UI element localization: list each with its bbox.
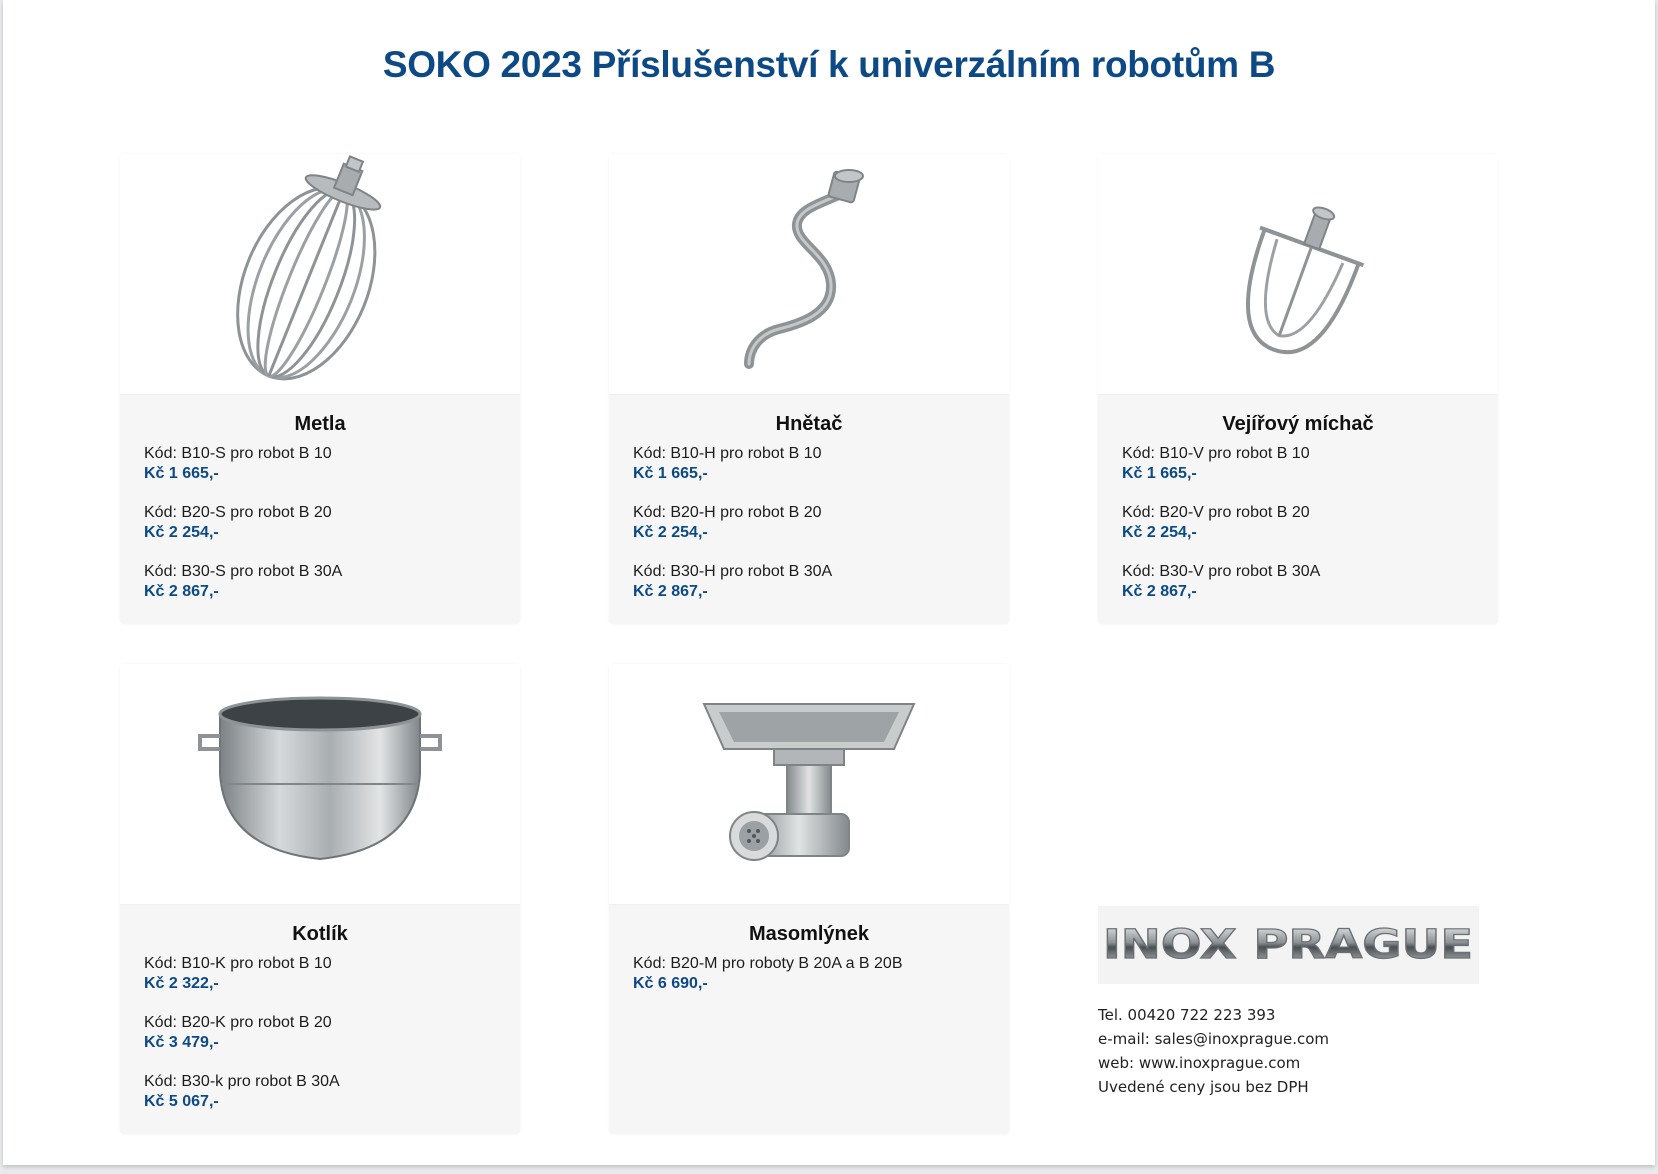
variant-price: Kč 2 254,- xyxy=(633,524,708,541)
product-name: Hnětač xyxy=(775,413,843,435)
product-card-masomlynek xyxy=(609,664,1009,1134)
contact-email[interactable]: e-mail: sales@inoxprague.com xyxy=(1098,1030,1330,1048)
product-image-box xyxy=(609,664,1009,905)
variant-item xyxy=(633,503,985,543)
variant-price: Kč 1 665,- xyxy=(144,465,219,482)
variant-code: Kód: B30-H pro robot B 30A xyxy=(633,563,833,580)
variant-price: Kč 2 322,- xyxy=(144,975,219,992)
variant-price: Kč 6 690,- xyxy=(633,975,708,992)
variant-price: Kč 2 867,- xyxy=(144,583,219,600)
inox-prague-logo-image xyxy=(1098,906,1479,984)
variant-code: Kód: B20-V pro robot B 20 xyxy=(1122,504,1310,521)
variant-item xyxy=(633,444,985,484)
flat-beater-image xyxy=(1098,154,1498,394)
variant-code: Kód: B10-V pro robot B 10 xyxy=(1122,445,1310,462)
product-image-box xyxy=(120,154,520,395)
variant-item xyxy=(144,444,496,484)
variant-code: Kód: B10-S pro robot B 10 xyxy=(144,445,332,462)
dough-hook-image xyxy=(609,154,1009,394)
variant-code: Kód: B20-K pro robot B 20 xyxy=(144,1014,332,1031)
variant-price: Kč 5 067,- xyxy=(144,1093,219,1110)
bowl-image xyxy=(120,664,520,904)
product-name: Kotlík xyxy=(292,923,348,945)
variant-code: Kód: B20-S pro robot B 20 xyxy=(144,504,332,521)
variant-price: Kč 1 665,- xyxy=(1122,465,1197,482)
variant-item xyxy=(144,1013,496,1053)
variant-price: Kč 1 665,- xyxy=(633,465,708,482)
contact-info xyxy=(1098,1003,1329,1099)
variant-code: Kód: B30-k pro robot B 30A xyxy=(144,1073,340,1090)
product-name: Masomlýnek xyxy=(748,923,870,945)
variant-item xyxy=(144,1072,496,1112)
brand-logo xyxy=(1098,906,1479,984)
variant-price: Kč 2 867,- xyxy=(633,583,708,600)
page-sheet xyxy=(3,0,1655,1165)
variant-item xyxy=(1122,503,1474,543)
variant-price: Kč 2 867,- xyxy=(1122,583,1197,600)
variant-code: Kód: B20-M pro roboty B 20A a B 20B xyxy=(633,955,903,972)
variant-item xyxy=(144,562,496,602)
variant-price: Kč 2 254,- xyxy=(1122,524,1197,541)
variant-item xyxy=(144,503,496,543)
product-card-vejirovy-michac xyxy=(1098,154,1498,624)
variant-price: Kč 3 479,- xyxy=(144,1034,219,1051)
variant-item xyxy=(144,954,496,994)
variant-item xyxy=(1122,444,1474,484)
variant-code: Kód: B30-V pro robot B 30A xyxy=(1122,563,1321,580)
product-name: Metla xyxy=(294,413,346,435)
variant-item xyxy=(633,954,985,994)
whisk-image xyxy=(120,154,520,394)
logo-text: INOX PRAGUE xyxy=(1103,922,1473,968)
page-title: SOKO 2023 Příslušenství k univerzálním robotům B xyxy=(382,44,1276,85)
product-image-box xyxy=(1098,154,1498,395)
variant-item xyxy=(633,562,985,602)
variant-code: Kód: B10-K pro robot B 10 xyxy=(144,955,332,972)
variant-code: Kód: B10-H pro robot B 10 xyxy=(633,445,822,462)
contact-web[interactable]: web: www.inoxprague.com xyxy=(1098,1054,1301,1072)
variant-code: Kód: B20-H pro robot B 20 xyxy=(633,504,822,521)
price-note: Uvedené ceny jsou bez DPH xyxy=(1098,1078,1309,1096)
variant-price: Kč 2 254,- xyxy=(144,524,219,541)
variant-code: Kód: B30-S pro robot B 30A xyxy=(144,563,343,580)
product-card-kotlik xyxy=(120,664,520,1134)
product-card-metla xyxy=(120,154,520,624)
product-image-box xyxy=(120,664,520,905)
contact-phone: Tel. 00420 722 223 393 xyxy=(1098,1006,1276,1024)
product-name: Vejířový míchač xyxy=(1222,413,1374,435)
product-card-hnetac xyxy=(609,154,1009,624)
meat-grinder-image xyxy=(609,664,1009,904)
product-image-box xyxy=(609,154,1009,395)
variant-item xyxy=(1122,562,1474,602)
